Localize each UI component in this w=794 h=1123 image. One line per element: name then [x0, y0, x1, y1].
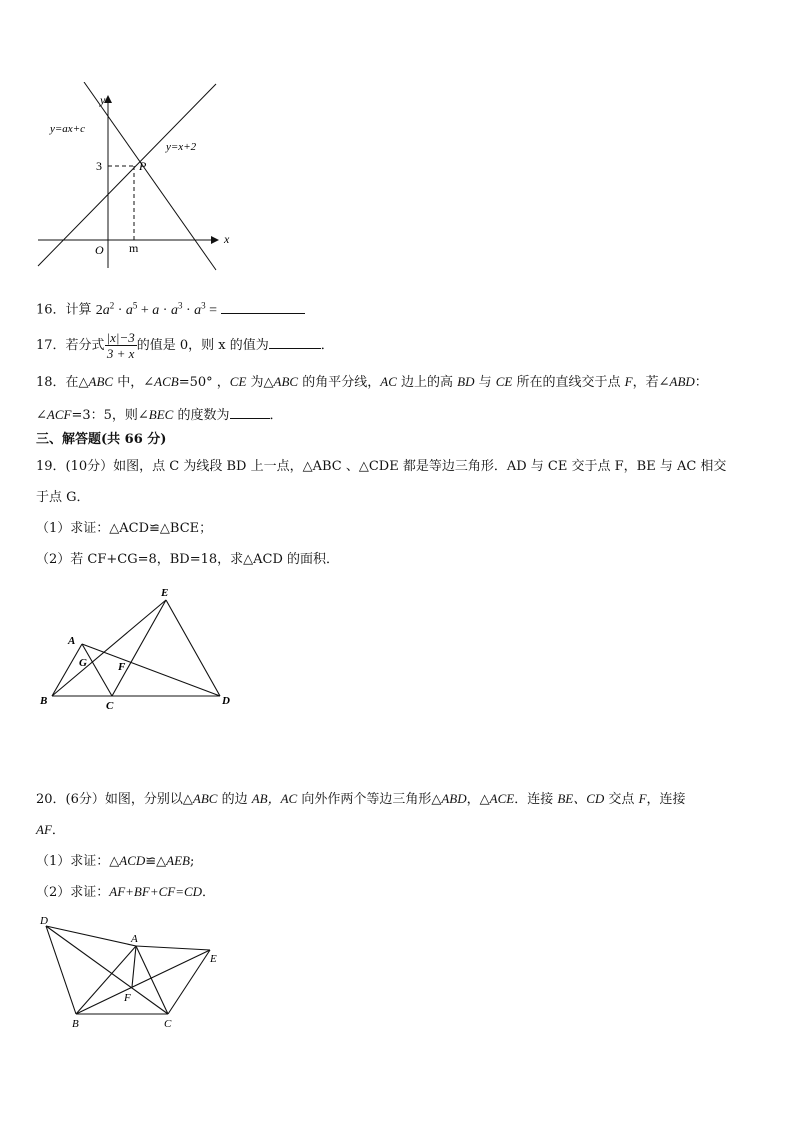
q18-abd: ABD [669, 374, 695, 389]
q20-ab-ac: AB，AC [251, 791, 298, 806]
q18-bd: BD [457, 374, 475, 389]
segment-ae [136, 946, 210, 950]
segment-be [52, 600, 166, 696]
q20-abc: ABC [192, 791, 218, 806]
segment-db [46, 926, 76, 1014]
point-f-label: F [124, 992, 131, 1004]
question-19-part1: （1）求证：△ACD≌△BCE； [36, 521, 213, 536]
graph-figure [34, 82, 244, 272]
q20-text: ．连接 [514, 792, 558, 807]
q20-text: 向外作两个等边三角形△ [297, 792, 442, 807]
figure-19 [34, 582, 244, 712]
q17-denominator: 3 + x [106, 346, 135, 361]
q18-abc: ABC [88, 374, 114, 389]
line-y-ax-plus-c [84, 82, 216, 270]
q18-ce: CE [495, 374, 513, 389]
point-b-label: B [40, 695, 48, 707]
q16-prefix: 16．计算 [36, 302, 92, 318]
q17-answer-blank[interactable] [269, 336, 321, 349]
question-19-line2: 于点 G． [36, 490, 90, 505]
q17-fraction [105, 330, 137, 361]
point-d-label: D [222, 695, 230, 707]
three-label: 3 [96, 159, 102, 173]
q20-ace: ACE [489, 791, 515, 806]
q18-bec: BEC [148, 407, 174, 422]
q18-text: 的度数为 [173, 408, 230, 423]
q18-abc: ABC [273, 374, 299, 389]
q16-answer-blank[interactable] [221, 301, 305, 314]
question-20-part1 [36, 852, 194, 871]
question-20-part2 [36, 883, 215, 902]
q18-text: 18．在△ [36, 375, 89, 390]
q20-text: ． [202, 885, 216, 900]
point-b-label: B [72, 1018, 79, 1030]
q20-text: ． [51, 823, 65, 838]
segment-ac [136, 946, 168, 1014]
line-y-x-plus-2 [38, 84, 216, 266]
question-20-line1 [36, 790, 686, 809]
q20-text: ≌△ [145, 854, 167, 869]
q18-text: 与 [474, 375, 496, 390]
point-a-label: A [68, 635, 76, 647]
q20-f: F [638, 791, 647, 806]
q20-acd: ACD [119, 853, 146, 868]
q18-text: 的角平分线， [298, 375, 381, 390]
point-d-label: D [40, 915, 48, 927]
line1-label: y=ax+c [50, 123, 85, 135]
point-f-label: F [118, 661, 126, 673]
segment-ed [166, 600, 220, 696]
q20-text: （2）求证： [36, 885, 110, 900]
point-a-label: A [131, 933, 138, 945]
q18-text: 中，∠ [113, 375, 155, 390]
q18-answer-blank[interactable] [230, 406, 270, 419]
question-17 [36, 330, 334, 362]
q20-be-cd: BE、CD [557, 791, 605, 806]
q20-text: 的边 [217, 792, 252, 807]
q18-ac: AC [380, 374, 397, 389]
point-c-label: C [106, 700, 114, 712]
question-19-line1: 19．(10分）如图，点 C 为线段 BD 上一点，△ABC 、△CDE 都是等边三角形．AD 与 CE 交于点 F，BE 与 AC 相交 [36, 459, 727, 474]
q18-text: ： [694, 375, 708, 390]
segment-ad [82, 644, 220, 696]
q20-text: （1）求证：△ [36, 854, 120, 869]
q17-numerator: |x|−3 [106, 330, 135, 345]
q18-text: 边上的高 [396, 375, 458, 390]
q18-text: =3：5，则∠ [71, 408, 149, 423]
q20-abd: ABD [441, 791, 467, 806]
point-e-label: E [161, 587, 169, 599]
x-axis-label: x [224, 232, 230, 246]
question-20-line2 [36, 821, 65, 840]
segment-ce [112, 600, 166, 696]
q20-text: ，连接 [646, 792, 686, 807]
q18-text: ∠ [36, 408, 47, 423]
q18-acf: ACF [46, 407, 72, 422]
question-18-line2 [36, 406, 283, 425]
question-16 [36, 296, 305, 320]
point-c-label: C [164, 1018, 172, 1030]
line2-label: y=x+2 [166, 141, 197, 153]
q16-expression: $2a^2 \cdot a^5 + a \cdot a^3 \cdot a^3$ = [95, 300, 218, 318]
q20-text: ，△ [466, 792, 490, 807]
p-label: P [139, 159, 147, 173]
q20-af: AF [36, 822, 52, 837]
question-19-part2: （2）若 CF+CG=8，BD=18，求△ACD 的面积． [36, 552, 340, 567]
segment-ac [82, 644, 112, 696]
segment-af [132, 946, 136, 987]
q18-ce: CE [229, 374, 247, 389]
q18-text: 所在的直线交于点 [512, 375, 625, 390]
section-3-title: 三、解答题(共 66 分) [36, 432, 167, 447]
q18-acb: ACB [154, 374, 179, 389]
q17-end: ． [320, 338, 334, 353]
y-axis-label: y [100, 93, 106, 107]
q18-f: F [624, 374, 633, 389]
q20-text: ; [190, 854, 195, 869]
q17-suffix: 的值是 0，则 x 的值为 [136, 338, 269, 353]
q17-prefix: 17．若分式 [36, 338, 105, 353]
q20-text: 交点 [604, 792, 639, 807]
figure-20 [34, 910, 234, 1035]
origin-label: O [95, 243, 104, 257]
point-e-label: E [210, 953, 217, 965]
q18-text: ． [269, 408, 283, 423]
question-18-line1 [36, 373, 708, 392]
q18-text: =50° ， [178, 375, 230, 390]
point-g-label: G [79, 657, 87, 669]
segment-ba [52, 644, 82, 696]
q20-aeb: AEB [166, 853, 190, 868]
q18-text: ，若∠ [632, 375, 670, 390]
q20-equation: AF+BF+CF=CD [109, 884, 203, 899]
m-label: m [129, 241, 139, 255]
q18-text: 为△ [246, 375, 274, 390]
q20-text: 20．(6分）如图，分别以△ [36, 792, 193, 807]
